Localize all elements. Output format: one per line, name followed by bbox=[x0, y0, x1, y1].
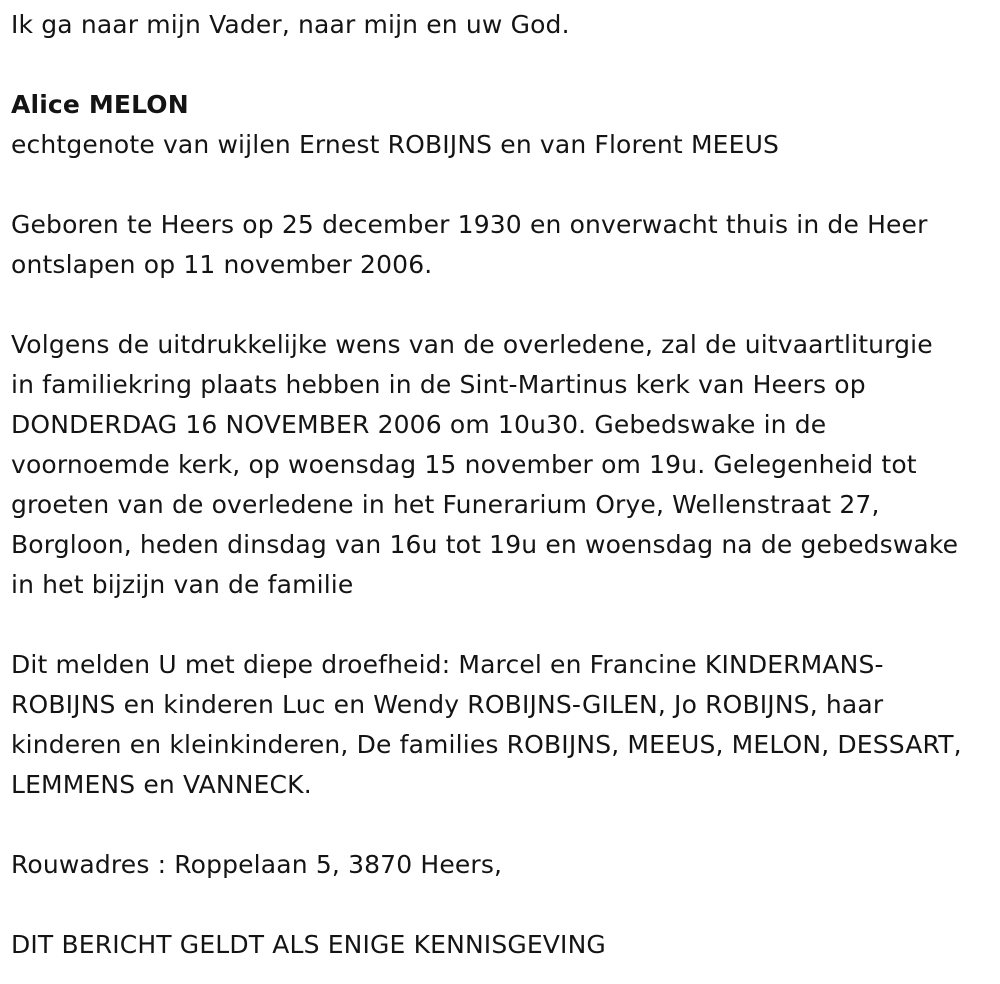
paragraph-line: in het bijzijn van de familie bbox=[11, 570, 354, 599]
motto: Ik ga naar mijn Vader, naar mijn en uw God. bbox=[11, 10, 570, 39]
mourning-address: Rouwadres : Roppelaan 5, 3870 Heers, bbox=[11, 850, 503, 879]
paragraph-line: ontslapen op 11 november 2006. bbox=[11, 250, 433, 279]
spacer bbox=[11, 45, 996, 85]
deceased-name: Alice MELON bbox=[11, 90, 189, 119]
paragraph-line: Dit melden U met diepe droefheid: Marcel en Francine KINDERMANS- bbox=[11, 650, 884, 679]
paragraph-line: kinderen en kleinkinderen, De families ROBIJNS, MEEUS, MELON, DESSART, bbox=[11, 730, 962, 759]
paragraph-line: ROBIJNS en kinderen Luc en Wendy ROBIJNS-GILEN, Jo ROBIJNS, haar bbox=[11, 690, 884, 719]
paragraph-line: voornoemde kerk, op woensdag 15 november om 19u. Gelegenheid tot bbox=[11, 450, 917, 479]
obituary-notice bbox=[11, 5, 996, 965]
spacer bbox=[11, 605, 996, 645]
paragraph-line: Geboren te Heers op 25 december 1930 en onverwacht thuis in de Heer bbox=[11, 210, 928, 239]
funeral-info-paragraph bbox=[11, 325, 996, 605]
spacer bbox=[11, 885, 996, 925]
paragraph-line: in familiekring plaats hebben in de Sint-Martinus kerk van Heers op bbox=[11, 370, 866, 399]
announcement-paragraph bbox=[11, 645, 996, 805]
notice-statement: DIT BERICHT GELDT ALS ENIGE KENNISGEVING bbox=[11, 930, 606, 959]
spacer bbox=[11, 165, 996, 205]
spouse-line: echtgenote van wijlen Ernest ROBIJNS en van Florent MEEUS bbox=[11, 130, 780, 159]
paragraph-line: Volgens de uitdrukkelijke wens van de overledene, zal de uitvaartliturgie bbox=[11, 330, 933, 359]
paragraph-line: LEMMENS en VANNECK. bbox=[11, 770, 312, 799]
paragraph-line: groeten van de overledene in het Funerarium Orye, Wellenstraat 27, bbox=[11, 490, 880, 519]
spacer bbox=[11, 805, 996, 845]
spacer bbox=[11, 285, 996, 325]
paragraph-line: Borgloon, heden dinsdag van 16u tot 19u en woensdag na de gebedswake bbox=[11, 530, 959, 559]
birth-death-paragraph bbox=[11, 205, 996, 285]
paragraph-line: DONDERDAG 16 NOVEMBER 2006 om 10u30. Gebedswake in de bbox=[11, 410, 827, 439]
